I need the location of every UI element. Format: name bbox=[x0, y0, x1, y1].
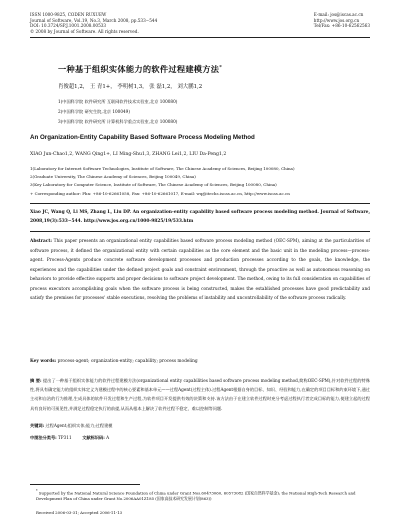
journal-contact bbox=[314, 12, 370, 29]
journal-website: http://www.jos.org.cn bbox=[313, 17, 360, 23]
journal-email: E-mail: jos@iscas.ac.cn bbox=[313, 12, 364, 17]
doc-code-label: 文献标识码: bbox=[82, 435, 105, 440]
journal-volume: Journal of Software, Vol.19, No.3, March 2008, pp.533−544 bbox=[30, 17, 158, 23]
keywords-label: Key words: bbox=[30, 359, 57, 364]
keywords bbox=[30, 359, 370, 364]
en-affiliation: 1(Laboratory for Internet Software Technologies, Institute of Software, The Chinese Academy of Sciences, Beijing 100080, China) bbox=[30, 166, 295, 171]
header-rule bbox=[30, 37, 370, 38]
cn-title-text: 一种基于组织实体能力的软件过程建模方法 bbox=[58, 64, 220, 74]
en-paper-title: An Organization-Entity Capability Based Software Process Modeling Method bbox=[30, 134, 255, 141]
footnote-rule bbox=[30, 484, 140, 485]
abstract bbox=[30, 237, 370, 304]
en-affiliations bbox=[30, 165, 295, 198]
cn-keywords-label: 关键词: bbox=[30, 423, 45, 428]
citation: Xiao JC, Wang Q, Li MS, Zhang L, Liu DP. An organization-entity capability based software process modeling method. Journal of Software, 2008,19(3):533−544. http://www.jos.org.cn/1000-9825/19/533.htm bbox=[30, 210, 370, 224]
abstract-text: This paper presents an organizational entity capabilities based software process modeling method (OEC-SPM), aiming at the particularities of software process, it defined the organizational entity with certain capabilities as the core element and the basic unit in the modeling process—process-agent. Process-Agents produce concrete software development processes and production processes according to the goals, the knowledge, the experiences and the capabilities under the defined project goals and constraint environment, through the proactive as well as autonomous reasoning on behaviors to provide effective supports and proper decisions to software project development. The method, owing to its full consideration on capabilities of process executors accomplishing goals when the software process is being constructed, makes the established processes have good predictability and satisfy the premises for processes' stable executions, resolving the problems of instability and uncontrollability of the software process radically. bbox=[30, 239, 370, 301]
footnote-mark: * bbox=[36, 489, 38, 493]
en-affiliation: 2(Graduate University, The Chinese Academy of Sciences, Beijing 100049, China) bbox=[30, 174, 196, 180]
citation-rule-bottom bbox=[30, 231, 370, 232]
cn-title-mark: * bbox=[219, 64, 223, 71]
cn-keywords-text: 过程Agent;组织实体;能力;过程建模 bbox=[45, 423, 113, 428]
cn-affiliations bbox=[58, 97, 177, 127]
doc-code: A bbox=[106, 435, 110, 440]
footnote-text: Supported by the National Natural Science Foundation of China under Grant Nos.60473060, 60573082 (国家自然科学基金); the National High-Tech Research and Development Plan of China under Grant No.2006AA01Z185 (国家高技术研究发展计划(863)) bbox=[36, 490, 356, 501]
cn-paper-title bbox=[58, 64, 222, 75]
cn-keywords bbox=[30, 423, 370, 429]
corresponding-author: + Corresponding author: Phn: +86-10-62661058, Fax: +86-10-62661017, E-mail: wq@itechs.iscas.ac.cn, http://www.iscas.ac.cn bbox=[30, 190, 290, 196]
classification-label: 中图法分类号: bbox=[30, 435, 57, 440]
cn-abstract-text: 提出了一种基于组织实体能力的软件过程建模方法(organizational entity capabilities based software process modeling method,简称OEC-SPM),针对软件过程的特殊性,将具有确定能力的组织实体定义为建模过程中的核心要素和基本单元——过程Agent(过程主体).过程Agent根据自身的目标、知识、经验和能力,在确定的项目目标和约束环境下,通过主动和自治的行为推理,生成具体的软件开发过程和生产过程,为软件项目开发提供有效的决策和支持.该方法由于在建立软件过程时充分考虑过程执行者完成目标的能力,使建立起的过程具有良好的可预见性,并满足过程稳定执行的前提,从而从根本上解决了软件过程不稳定、难以控制等问题. bbox=[30, 378, 370, 411]
cn-authors: 肖俊超1,2， 王 青1+， 李明树1,3， 张 磊1,2， 刘大鹏1,2 bbox=[58, 84, 203, 90]
journal-info bbox=[30, 12, 157, 34]
classification bbox=[30, 435, 109, 441]
cn-affiliation: 3(中国科学院 软件研究所 计算机科学重点实验室,北京 100080) bbox=[58, 119, 178, 124]
abstract-label: Abstract: bbox=[30, 239, 52, 244]
journal-copyright: © 2008 by Journal of Software. All rights reserved. bbox=[30, 28, 139, 34]
citation-rule-top bbox=[30, 203, 370, 204]
journal-doi: DOI: 10.3724/SP.J.1001.2008.00533 bbox=[30, 23, 107, 29]
en-authors: XIAO Jun-Chao1,2, WANG Qing1+, LI Ming-Shu1,3, ZHANG Lei1,2, LIU Da-Peng1,2 bbox=[30, 152, 227, 157]
received-date: Received 2006-03-31; Accepted 2006-11-13 bbox=[36, 510, 123, 515]
funding-footnote bbox=[36, 489, 366, 501]
cn-abstract bbox=[30, 376, 370, 413]
classification-code: TP311 bbox=[58, 435, 72, 440]
cn-affiliation: 2(中国科学院 研究生院,北京 100049) bbox=[58, 109, 130, 114]
en-affiliation: 3(Key Laboratory for Computer Science, Institute of Software, The Chinese Academy of Sciences, Beijing 100080, China) bbox=[30, 182, 277, 188]
cn-affiliation: 1(中国科学院 软件研究所 互联网软件技术实验室,北京 100080) bbox=[58, 99, 178, 104]
journal-issn: ISSN 1000-9825, CODEN RUXUEW bbox=[30, 12, 107, 17]
journal-phone: Tel/Fax: +86-10-62562563 bbox=[313, 23, 370, 29]
keywords-text: process-agent; organization-entity; capability; process modeling bbox=[57, 359, 198, 364]
cn-abstract-label: 摘 要: bbox=[30, 378, 42, 383]
